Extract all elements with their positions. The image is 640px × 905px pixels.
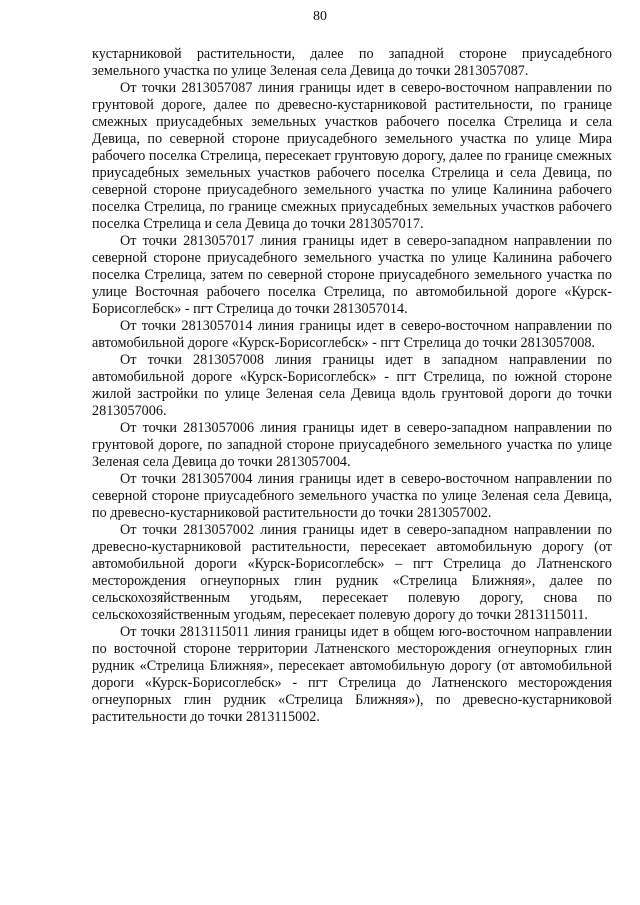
paragraph-4: От точки 2813057014 линия границы идет в северо-восточном направлении по автомобильной дороге «Курск-Борисоглебск» - пгт Стрелица до точки 2813057008.	[92, 318, 612, 351]
document-body	[92, 46, 612, 726]
paragraph-2: От точки 2813057087 линия границы идет в северо-восточном направлении по грунтовой дороге, далее по древесно-кустарниковой растительности, по границе смежных приусадебных земельных участков рабочего поселка Стрелица и села Девица, по северной стороне приусадебного земельного участка по улице Мира рабочего поселка Стрелица, пересекает грунтовую дорогу, далее по границе смежных приусадебных земельных участков рабочего поселка Стрелица и села Девица, по северной стороне приусадебного земельного участка по улице Калинина рабочего поселка Стрелица, по границе смежных приусадебных земельных участков рабочего поселка Стрелица и села Девица до точки 2813057017.	[92, 80, 612, 232]
paragraph-7: От точки 2813057004 линия границы идет в северо-восточном направлении по северной стороне приусадебного земельного участка по улице Зеленая села Девица, по древесно-кустарниковой растительности до точки 2813057002.	[92, 471, 612, 521]
paragraph-5: От точки 2813057008 линия границы идет в западном направлении по автомобильной дороге «Курск-Борисоглебск» - пгт Стрелица, по южной стороне жилой застройки по улице Зеленая села Девица вдоль грунтовой дороги до точки 2813057006.	[92, 352, 612, 419]
paragraph-9: От точки 2813115011 линия границы идет в общем юго-восточном направлении по восточной стороне территории Латненского месторождения огнеупорных глин рудник «Стрелица Ближняя», пересекает автомобильную дорогу (от автомобильной дороги «Курск-Борисоглебск» - пгт Стрелица до Латненского месторождения огнеупорных глин рудник «Стрелица Ближняя»), по древесно-кустарниковой растительности до точки 2813115002.	[92, 624, 612, 725]
paragraph-1: кустарниковой растительности, далее по западной стороне приусадебного земельного участка по улице Зеленая села Девица до точки 2813057087.	[92, 46, 612, 79]
paragraph-3: От точки 2813057017 линия границы идет в северо-западном направлении по северной стороне приусадебного земельного участка по улице Калинина рабочего поселка Стрелица, затем по северной стороне приусадебного земельного участка по улице Восточная рабочего поселка Стрелица, по автомобильной дороге «Курск-Борисоглебск» - пгт Стрелица до точки 2813057014.	[92, 233, 612, 317]
page-number: 80	[313, 9, 327, 24]
paragraph-6: От точки 2813057006 линия границы идет в северо-западном направлении по грунтовой дороге, по западной стороне приусадебного земельного участка по улице Зеленая села Девица до точки 2813057004.	[92, 420, 612, 470]
paragraph-8: От точки 2813057002 линия границы идет в северо-западном направлении по древесно-кустарниковой растительности, пересекает автомобильную дорогу (от автомобильной дороги «Курск-Борисоглебск» – пгт Стрелица до Латненского месторождения огнеупорных глин рудник «Стрелица Ближняя», далее по сельскохозяйственным угодьям, пересекает полевую дорогу, снова по сельскохозяйственным угодьям, пересекает полевую дорогу до точки 2813115011.	[92, 522, 612, 623]
